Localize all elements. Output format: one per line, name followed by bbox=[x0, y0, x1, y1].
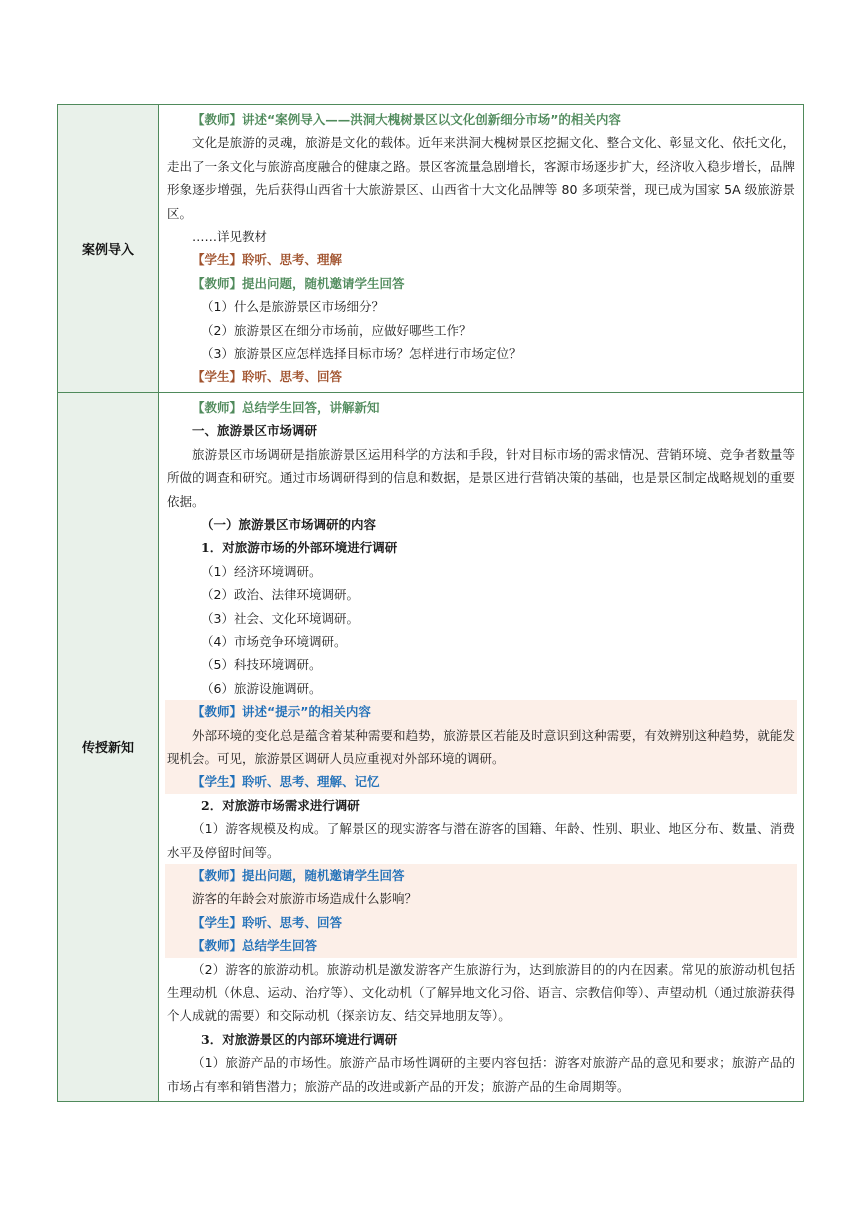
row-content-case-intro bbox=[159, 105, 803, 392]
lesson-table bbox=[57, 104, 804, 1102]
tip-teacher: 【教师】讲述“提示”的相关内容 bbox=[192, 704, 371, 720]
teacher-summary: 【教师】总结学生回答，讲解新知 bbox=[192, 399, 380, 415]
teacher-intro: 【教师】讲述“案例导入——洪洞大槐树景区以文化创新细分市场”的相关内容 bbox=[192, 112, 621, 127]
list-item: （1）经济环境调研。 bbox=[201, 563, 322, 579]
point-heading: 1．对旅游市场的外部环境进行调研 bbox=[201, 540, 398, 556]
tip-student: 【学生】聆听、思考、理解、记忆 bbox=[192, 774, 380, 790]
question-text: 游客的年龄会对旅游市场造成什么影响？ bbox=[192, 891, 418, 907]
question-teacher: 【教师】提出问题，随机邀请学生回答 bbox=[192, 868, 405, 883]
list-item: （6）旅游设施调研。 bbox=[201, 680, 322, 696]
point-heading: 3．对旅游景区的内部环境进行调研 bbox=[201, 1031, 398, 1047]
table-row-case-intro bbox=[58, 105, 803, 392]
question-block bbox=[165, 864, 797, 958]
table-row-new-knowledge bbox=[58, 392, 803, 1101]
point-paragraph: （1）旅游产品的市场性。旅游产品市场性调研的主要内容包括：游客对旅游产品的意见和要求；旅游产品的市场占有率和销售潜力；旅游产品的改进或新产品的开发；旅游产品的生命周期等。 bbox=[167, 1055, 795, 1094]
point-paragraph: （2）游客的旅游动机。旅游动机是激发游客产生旅游行为，达到旅游目的的内在因素。常见的旅游动机包括生理动机（休息、运动、治疗等）、文化动机（了解异地文化习俗、语言、宗教信仰等）、声望动机（通过旅游获得个人成就的需要）和交际动机（探亲访友、结交异地朋友等）。 bbox=[167, 961, 795, 1024]
student-activity: 【学生】聆听、思考、理解 bbox=[192, 252, 343, 268]
list-item: （4）市场竞争环境调研。 bbox=[201, 633, 347, 649]
row-content-new-knowledge bbox=[159, 393, 803, 1101]
subsection-heading: （一）旅游景区市场调研的内容 bbox=[201, 516, 377, 532]
question-student: 【学生】聆听、思考、回答 bbox=[192, 914, 343, 930]
point-paragraph: （1）游客规模及构成。了解景区的现实游客与潜在游客的国籍、年龄、性别、职业、地区分布、数量、消费水平及停留时间等。 bbox=[167, 821, 795, 860]
student-activity: 【学生】聆听、思考、回答 bbox=[192, 369, 343, 385]
section-paragraph: 旅游景区市场调研是指旅游景区运用科学的方法和手段，针对目标市场的需求情况、营销环境、竞争者数量等所做的调查和研究。通过市场调研得到的信息和数据，是景区进行营销决策的基础，也是景区制定战略规划的重要依据。 bbox=[167, 446, 795, 509]
question-summary: 【教师】总结学生回答 bbox=[192, 938, 318, 954]
section-heading: 一、旅游景区市场调研 bbox=[192, 423, 318, 439]
list-item: （5）科技环境调研。 bbox=[201, 657, 322, 673]
tip-block bbox=[165, 700, 797, 794]
row-label-case-intro: 案例导入 bbox=[58, 105, 159, 392]
list-item: （3）社会、文化环境调研。 bbox=[201, 610, 359, 626]
tip-paragraph: 外部环境的变化总是蕴含着某种需要和趋势，旅游景区若能及时意识到这种需要，有效辨别这种趋势，就能发现机会。可见，旅游景区调研人员应重视对外部环境的调研。 bbox=[167, 727, 795, 766]
question-item: （2）旅游景区在细分市场前，应做好哪些工作？ bbox=[201, 322, 472, 338]
list-item: （2）政治、法律环境调研。 bbox=[201, 587, 359, 603]
question-item: （3）旅游景区应怎样选择目标市场？怎样进行市场定位？ bbox=[201, 346, 522, 362]
see-textbook-note: ……详见教材 bbox=[192, 229, 268, 245]
question-item: （1）什么是旅游景区市场细分？ bbox=[201, 299, 384, 315]
row-label-new-knowledge: 传授新知 bbox=[58, 393, 159, 1101]
teacher-question-prompt: 【教师】提出问题，随机邀请学生回答 bbox=[192, 275, 405, 291]
point-heading: 2．对旅游市场需求进行调研 bbox=[201, 797, 360, 813]
case-paragraph: 文化是旅游的灵魂，旅游是文化的载体。近年来洪洞大槐树景区挖掘文化、整合文化、彰显文化、依托文化，走出了一条文化与旅游高度融合的健康之路。景区客流量急剧增长，客源市场逐步扩大，经济收入稳步增长，品牌形象逐步增强，先后获得山西省十大旅游景区、山西省十大文化品牌等 80 多项荣誉，现已成为国家 5A 级旅游景区。 bbox=[167, 135, 795, 221]
